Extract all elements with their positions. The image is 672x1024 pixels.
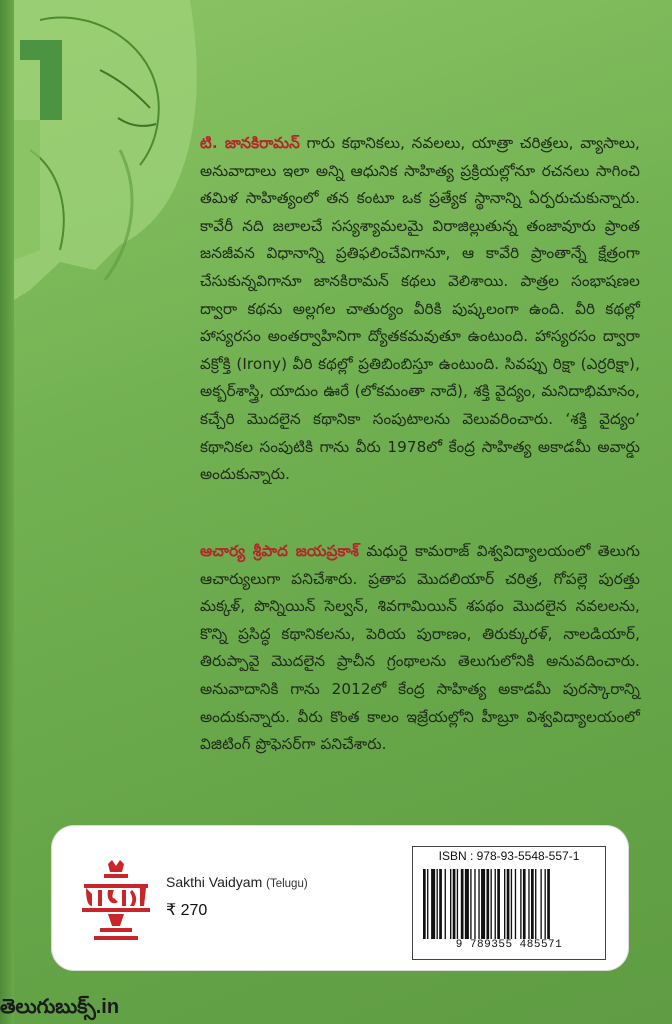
book-title: Sakthi Vaidyam <box>166 874 263 890</box>
bio-text-jayaprakash: మధురై కామరాజ్ విశ్వవిద్యాలయంలో తెలుగు ఆచార్యులుగా పనిచేశారు. ప్రతాప మొదలియార్ చరిత్ర, గోపల్లె పురత్తు మక్కళ్, పొన్నియిన్ సెల్వన్, శివగామియిన్ శపథం మొదలైన నవలలను, కొన్ని ప్రసిద్ధ కథానికలను, పెరియ పురాణం, తిరుక్కురళ్, నాలడియార్, తిరుప్పావై మొదలైన ప్రాచీన గ్రంథాలను తెలుగులోనికి అనువదించారు. అనువాదానికి గాను 2012లో కేంద్ర సాహిత్య అకాడమీ పురస్కారాన్ని అందుకున్నారు. వీరు కొంత కాలం ఇజ్రేయల్లోని హీబ్రూ విశ్వవిద్యాలయంలో విజిటింగ్ ప్రొఫెసర్‌గా పనిచేశారు. <box>200 542 640 754</box>
site-watermark <box>0 994 119 1023</box>
barcode-digits: 9 789355 485571 <box>455 939 563 951</box>
watermark-telugu: తెలుగుబుక్స్ <box>0 994 96 1018</box>
author-name-janakiraman: టి. జానకిరామన్ <box>200 134 300 152</box>
book-title-line <box>166 874 308 890</box>
cover-artwork-face <box>0 0 210 430</box>
translator-name-jayaprakash: ఆచార్య శ్రీపాద జయప్రకాశ్ <box>200 542 360 560</box>
book-price: ₹ 270 <box>166 902 208 919</box>
bio-text-janakiraman: గారు కథానికలు, నవలలు, యాత్రా చరిత్రలు, వ్యాసాలు, అనువాదాలు ఇలా అన్ని ఆధునిక సాహిత్య ప్రక్రియల్లోనూ రచనలు సాగించి తమిళ సాహిత్యంలో తన కంటూ ఒక ప్రత్యేక స్థానాన్ని ఏర్పరుచుకున్నారు. కావేరీ నది జలాలచే సస్యశ్యామలమై విరాజిల్లుతున్న తంజావూరు ప్రాంత జనజీవన విధానాన్ని ప్రతిఫలించేవిగానూ, ఆ కావేరి ప్రాంతాన్నే క్షేత్రంగా చేసుకున్నవిగానూ జానకిరామన్ కథలు వెలిశాయి. పాత్రల సంభాషణల ద్వారా కథను అల్లగల చాతుర్యం వీరికి పుష్కలంగా ఉంది. వీరి కథల్లో హాస్యరసం అంతర్వాహినిగా ద్యోతకమవుతూ ఉంటుంది. హాస్యరసం ద్వారా వక్రోక్తి (Irony) వీరి కథల్లో ప్రతిబింబిస్తూ ఉంటుంది. సివప్పు రిక్షా (ఎర్రరిక్షా), అక్బర్‌శాస్త్రి, యాదుం ఊరే (లోకమంతా నాదే), శక్తి వైద్యం, మనిదాభిమానం, కచ్చేరి మొదలైన కథానికా సంపుటాలను వెలువరించారు. ‘శక్తి వైద్యం’ కథానికల సంపుటికి గాను వీరు 1978లో కేంద్ర సాహిత్య అకాడమీ అవార్డు అందుకున్నారు. <box>200 134 640 484</box>
author-bio-janakiraman <box>200 130 640 489</box>
watermark-domain: .in <box>95 996 120 1018</box>
translator-bio-jayaprakash <box>200 538 640 759</box>
sahitya-akademi-logo <box>78 860 154 944</box>
book-info-panel <box>52 826 628 970</box>
barcode-box <box>412 846 606 960</box>
barcode-icon <box>421 869 597 939</box>
isbn-label: ISBN : 978-93-5548-557-1 <box>438 849 580 863</box>
book-language: (Telugu) <box>266 878 308 890</box>
